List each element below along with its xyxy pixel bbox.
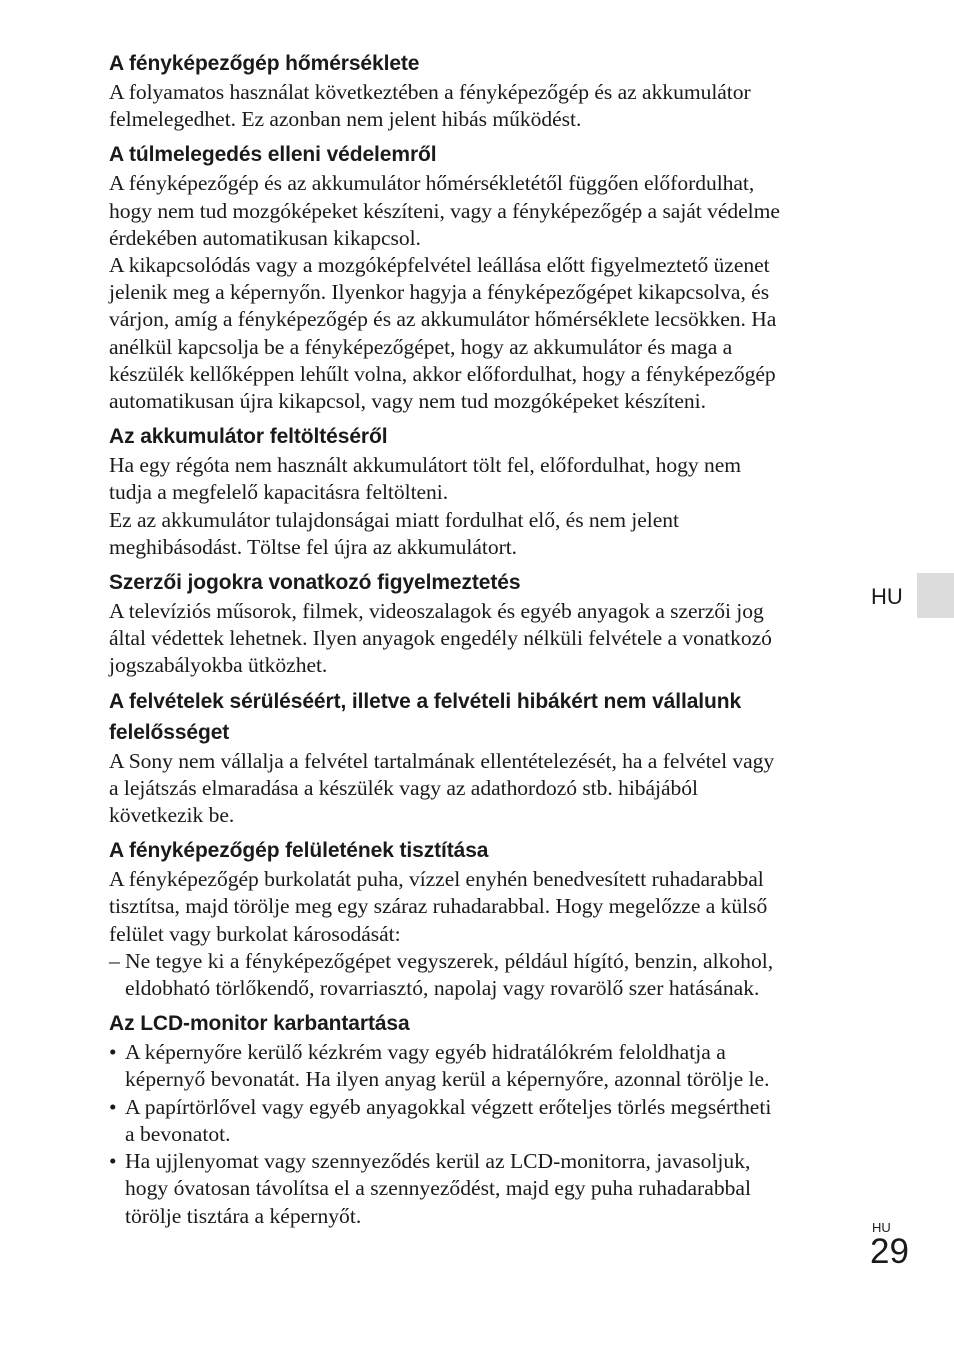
text-line: A televíziós műsorok, filmek, videoszalagok és egyéb anyagok a szerzői jog	[109, 599, 764, 624]
text-line: Ne tegye ki a fényképezőgépet vegyszerek, például hígító, benzin, alkohol,	[125, 948, 774, 973]
text-line: a lejátszás elmaradása a készülék vagy az adathordozó stb. hibájából	[109, 775, 698, 800]
paragraph	[109, 748, 861, 830]
text-line: A papírtörlővel vagy egyéb anyagokkal végzett erőteljes törlés megsértheti	[125, 1094, 772, 1119]
text-line: a bevonatot.	[125, 1121, 231, 1146]
language-tab-marker	[917, 573, 954, 618]
text-line: felmelegedhet. Ez azonban nem jelent hibás működést.	[109, 107, 582, 132]
paragraph	[109, 170, 861, 252]
dash-marker: –	[109, 948, 120, 973]
text-line: jogszabályokba ütközhet.	[109, 653, 328, 678]
bullet-list-item	[109, 1094, 861, 1148]
text-line: eldobható törlőkendő, rovarriasztó, napolaj vagy rovarölő szer hatásának.	[125, 976, 760, 1001]
paragraph	[109, 507, 861, 561]
document-body	[109, 48, 861, 1236]
paragraph	[109, 252, 861, 415]
section	[109, 48, 861, 133]
text-line: következik be.	[109, 803, 235, 828]
section	[109, 1008, 861, 1229]
text-line: A képernyőre kerülő kézkrém vagy egyéb hidratálókrém feloldhatja a	[125, 1040, 726, 1065]
text-line: hogy óvatosan távolítsa el a szennyeződést, majd egy puha ruhadarabbal	[125, 1176, 752, 1201]
language-tab-label: HU	[871, 584, 903, 609]
bullet-marker: •	[109, 1094, 117, 1119]
paragraph	[109, 452, 861, 506]
section	[109, 686, 861, 830]
text-line: anélkül kapcsolja be a fényképezőgépet, hogy az akkumulátor és maga a	[109, 334, 733, 359]
text-line: A fényképezőgép és az akkumulátor hőmérsékletétől függően előfordulhat,	[109, 171, 755, 196]
text-line: felület vagy burkolat károsodását:	[109, 921, 401, 946]
text-line: várjon, amíg a fényképezőgép és az akkumulátor hőmérséklete lecsökken. Ha	[109, 307, 777, 332]
section-heading: A túlmelegedés elleni védelemről	[109, 143, 437, 167]
bullet-marker: •	[109, 1149, 117, 1174]
text-line: Ez az akkumulátor tulajdonságai miatt fordulhat elő, és nem jelent	[109, 507, 679, 532]
text-line: A folyamatos használat következtében a fényképezőgép és az akkumulátor	[109, 80, 751, 104]
paragraph	[109, 598, 861, 680]
section-heading: A fényképezőgép felületének tisztítása	[109, 839, 489, 863]
section-heading: A felvételek sérüléséért, illetve a felvételi hibákért nem vállalunk felelősséget	[109, 689, 742, 744]
section-heading: Az akkumulátor feltöltéséről	[109, 425, 388, 449]
section-heading: A fényképezőgép hőmérséklete	[109, 52, 420, 75]
text-line: Ha ujjlenyomat vagy szennyeződés kerül az LCD-monitorra, javasoljuk,	[125, 1149, 751, 1174]
paragraph	[109, 79, 861, 133]
text-line: jelenik meg a képernyőn. Ilyenkor hagyja a fényképezőgépet kikapcsolva, és	[109, 280, 770, 305]
bullet-marker: •	[109, 1040, 117, 1065]
page-number: 29	[870, 1232, 909, 1271]
text-line: tisztítsa, majd törölje meg egy száraz ruhadarabbal. Hogy megelőzze a külső	[109, 894, 768, 919]
section-heading: Szerzői jogokra vonatkozó figyelmeztetés	[109, 571, 521, 595]
text-line: meghibásodást. Töltse fel újra az akkumulátort.	[109, 534, 518, 559]
text-line: A kikapcsolódás vagy a mozgóképfelvétel leállása előtt figyelmeztető üzenet	[109, 253, 770, 278]
text-line: képernyő bevonatát. Ha ilyen anyag kerül a képernyőre, azonnal törölje le.	[125, 1067, 770, 1092]
text-line: Ha egy régóta nem használt akkumulátort tölt fel, előfordulhat, hogy nem	[109, 453, 742, 478]
text-line: érdekében automatikusan kikapcsol.	[109, 225, 421, 250]
text-line: hogy nem tud mozgóképeket készíteni, vagy a fényképezőgép a saját védelme	[109, 198, 780, 223]
text-line: A Sony nem vállalja a felvétel tartalmának ellentételezését, ha a felvétel vagy	[109, 748, 775, 773]
text-line: által védettek lehetnek. Ilyen anyagok engedély nélküli felvétele a vonatkozó	[109, 626, 772, 651]
text-line: készülék kellőképpen lehűlt volna, akkor előfordulhat, hogy a fényképezőgép	[109, 361, 776, 386]
section	[109, 421, 861, 561]
section	[109, 139, 861, 415]
section	[109, 567, 861, 680]
text-line: törölje tisztára a képernyőt.	[125, 1203, 362, 1228]
section-heading: Az LCD-monitor karbantartása	[109, 1012, 410, 1036]
dash-list-item	[109, 948, 861, 1002]
bullet-list-item	[109, 1148, 861, 1230]
section	[109, 835, 861, 1002]
text-line: A fényképezőgép burkolatát puha, vízzel enyhén benedvesített ruhadarabbal	[109, 867, 764, 892]
page-language-code: HU	[872, 1220, 891, 1235]
paragraph	[109, 866, 861, 948]
text-line: tudja a megfelelő kapacitásra feltölteni.	[109, 480, 449, 505]
bullet-list-item	[109, 1039, 861, 1093]
text-line: automatikusan újra kikapcsol, vagy nem tud mozgóképeket készíteni.	[109, 389, 706, 414]
